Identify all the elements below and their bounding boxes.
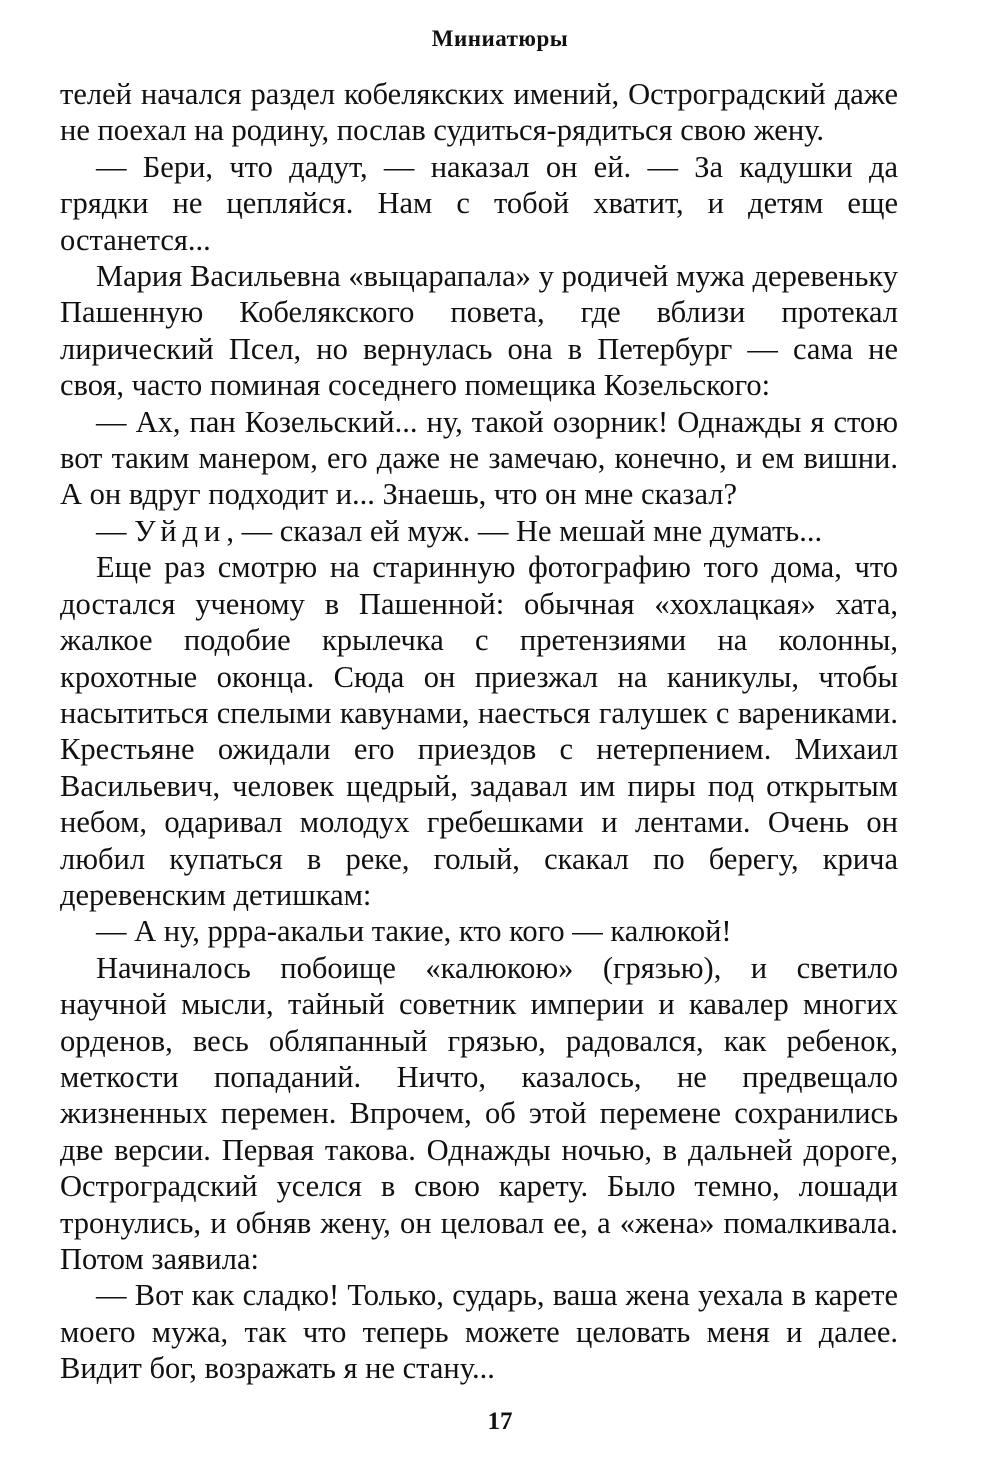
dialogue-paragraph [60, 513, 898, 549]
dialogue-rest: , — сказал ей муж. — Не мешай мне думать... [226, 513, 823, 548]
emphasized-word: Уйди [134, 513, 227, 548]
narrative-paragraph: Начиналось побоище «калюкою» (грязью), и светило научной мысли, тайный советник империи и кавалер многих орденов, весь обляпанный грязью, радовался, как ребенок, меткости попаданий. Ничто, казалось, не предвещало жизненных перемен. Впрочем, об этой перемене сохранились две версии. Первая такова. Однажды ночью, в дальней дороге, Остроградский уселся в свою карету. Было темно, лошади тронулись, и обняв жену, он целовал ее, а «жена» помалкивала. Потом заявила: [60, 950, 898, 1276]
running-head: Миниатюры [431, 26, 569, 51]
page-number: 17 [487, 1408, 513, 1435]
dialogue-paragraph: — Ах, пан Козельский... ну, такой озорник! Однажды я стою вот таким манером, его даже не замечаю, конечно, и ем вишни. А он вдруг подходит и... Знаешь, что он мне сказал? [60, 404, 898, 512]
narrative-paragraph: Еще раз смотрю на старинную фотографию того дома, что достался ученому в Пашенной: обычная «хохлацкая» хата, жалкое подобие крылечка с претензиями на колонны, крохотные оконца. Сюда он приезжал на каникулы, чтобы насытиться спелыми кавунами, наесться галушек с варениками. Крестьяне ожидали его приездов с нетерпением. Михаил Васильевич, человек щедрый, задавал им пиры под открытым небом, одаривал молодух гребешками и лентами. Очень он любил купаться в реке, голый, скакал по берегу, крича деревенским детишкам: [60, 550, 898, 912]
dialogue-paragraph: — Вот как сладко! Только, сударь, ваша жена уехала в карете моего мужа, так что теперь можете целовать меня и далее. Видит бог, возражать я не стану... [60, 1278, 898, 1386]
body-text [60, 76, 898, 1387]
narrative-paragraph: Мария Васильевна «выцарапала» у родичей мужа деревеньку Пашенную Кобелякского повета, где вблизи протекал лирический Псел, но вернулась она в Петербург — сама не своя, часто поминая соседнего помещика Козельского: [60, 259, 898, 403]
dialogue-paragraph: — А ну, ррра-акальи такие, кто кого — калюкой! [96, 914, 732, 949]
dialogue-paragraph: — Бери, что дадут, — наказал он ей. — За кадушки да грядки не цепляйся. Нам с тобой хватит, и детям еще останется... [60, 149, 898, 257]
dialogue-dash: — [96, 513, 135, 548]
paragraph-continuation: телей начался раздел кобелякских имений, Остроградский даже не поехал на родину, послав судиться-рядиться свою жену. [60, 77, 898, 148]
